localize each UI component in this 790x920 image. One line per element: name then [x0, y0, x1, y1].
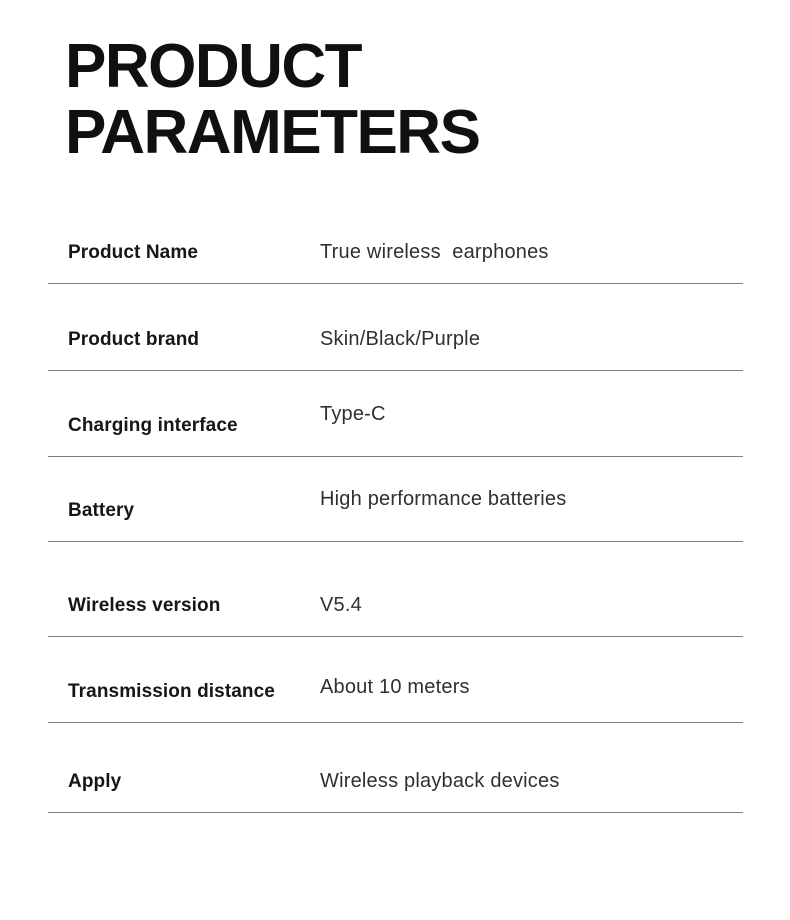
row-value: True wireless earphones: [320, 241, 549, 263]
table-row-charging-interface: [48, 371, 743, 457]
page-title: [65, 34, 479, 166]
spec-table: [48, 225, 743, 813]
table-row-transmission-distance: [48, 637, 743, 723]
table-row-apply: [48, 723, 743, 813]
table-row-product-brand: [48, 284, 743, 371]
page-title-line-2: PARAMETERS: [65, 98, 480, 167]
page-title-line-1: PRODUCT: [65, 32, 362, 101]
table-row-wireless-version: [48, 542, 743, 637]
row-value: High performance batteries: [320, 488, 567, 510]
row-label: Product brand: [68, 329, 200, 350]
row-label: Apply: [68, 771, 122, 792]
row-label: Transmission distance: [68, 681, 275, 702]
row-value: Type-C: [320, 403, 386, 425]
row-value: Skin/Black/Purple: [320, 328, 481, 350]
table-row-product-name: [48, 225, 743, 284]
row-value: Wireless playback devices: [320, 770, 560, 792]
row-label: Battery: [68, 500, 135, 521]
row-value: About 10 meters: [320, 676, 470, 698]
row-label: Charging interface: [68, 415, 238, 436]
row-value: V5.4: [320, 594, 362, 616]
row-label: Product Name: [68, 242, 199, 263]
row-label: Wireless version: [68, 595, 221, 616]
table-row-battery: [48, 457, 743, 542]
